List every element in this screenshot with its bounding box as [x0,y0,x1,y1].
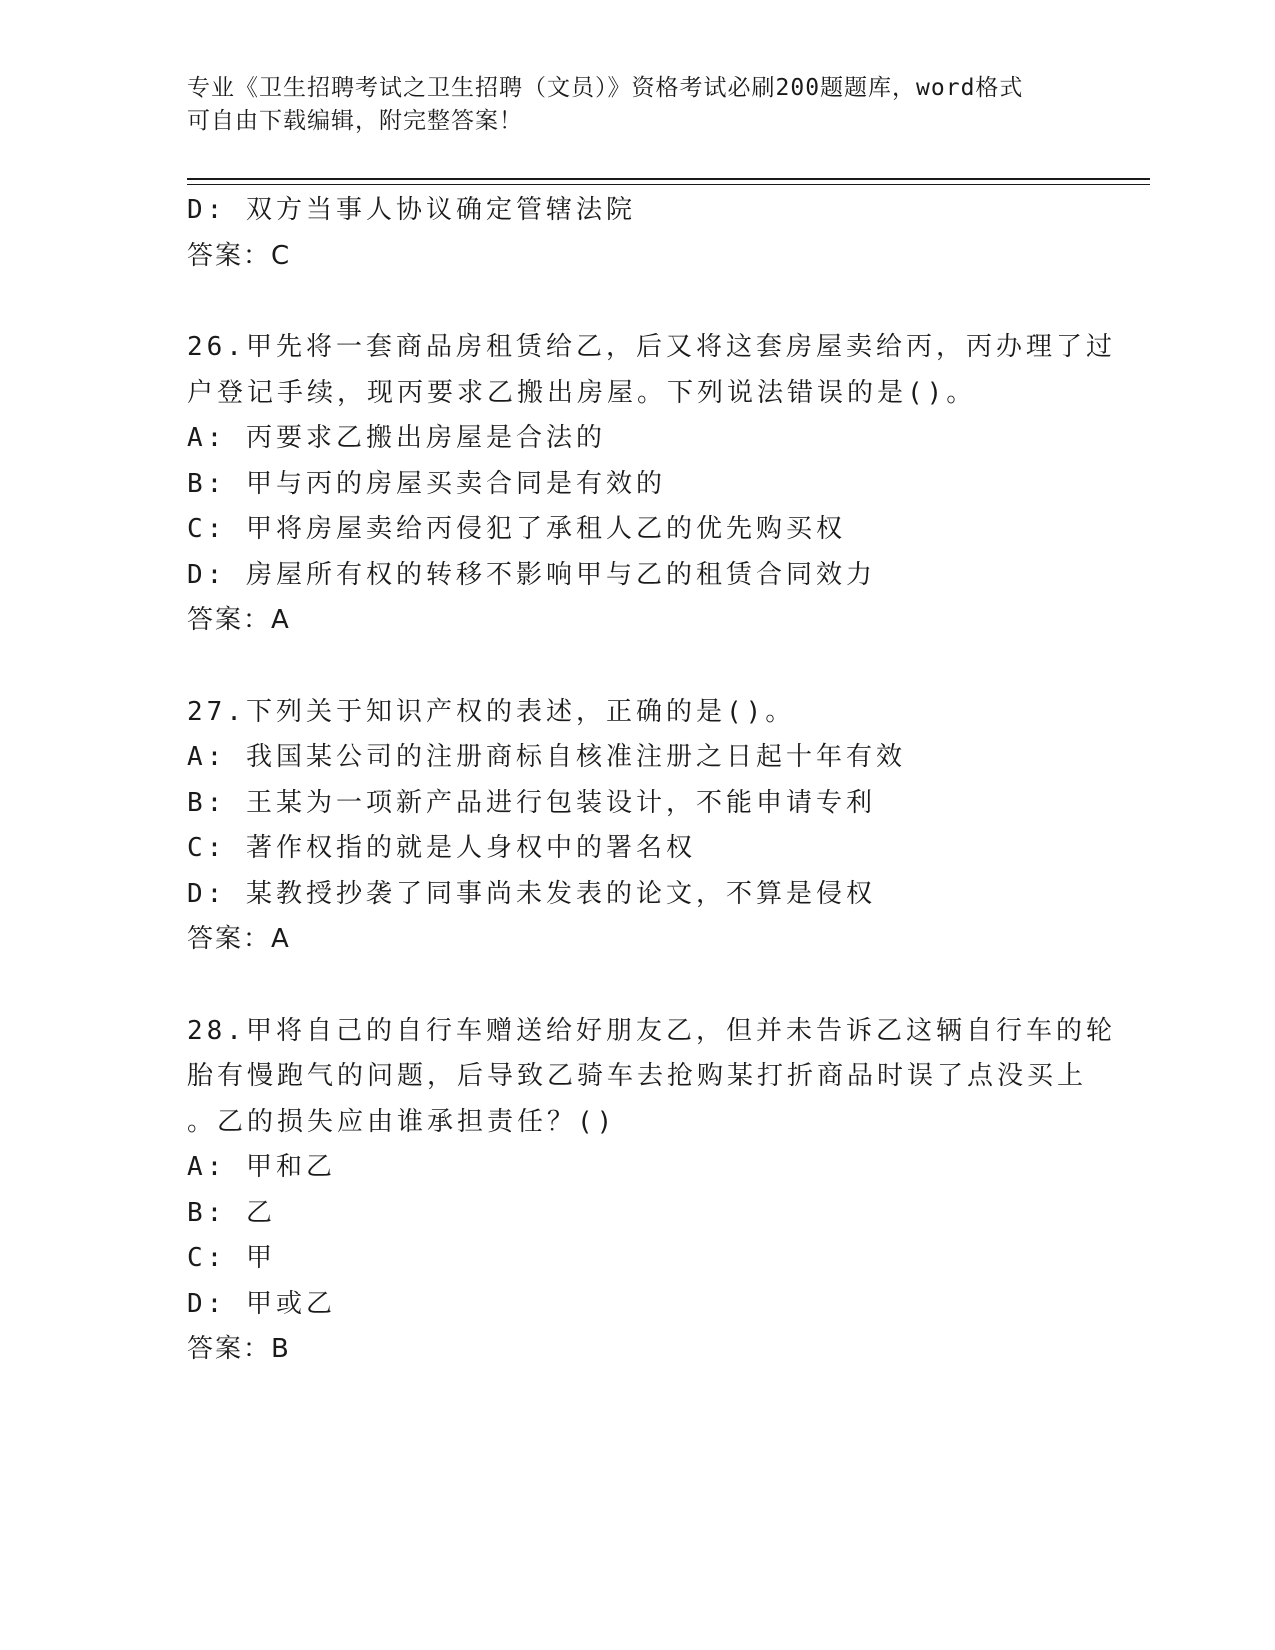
question-text-line: 27.下列关于知识产权的表述，正确的是()。 [187,696,796,727]
option-b: B: 甲与丙的房屋买卖合同是有效的 [187,468,666,499]
option-b: B: 乙 [187,1197,276,1228]
question-text-line: 户登记手续，现丙要求乙搬出房屋。下列说法错误的是()。 [187,377,977,408]
question-28 [187,1009,1116,1373]
spacer [187,644,1087,690]
option-c: C: 甲 [187,1243,276,1273]
question-text-line: 26.甲先将一套商品房租赁给乙，后又将这套房屋卖给丙，丙办理了过 [187,332,1116,362]
question-27 [187,690,1087,963]
option-b: B: 王某为一项新产品进行包装设计，不能申请专利 [187,787,876,818]
question-text-line: 。乙的损失应由谁承担责任？() [187,1106,617,1137]
question-text-line: 28.甲将自己的自行车赠送给好朋友乙，但并未告诉乙这辆自行车的轮 [187,1015,1116,1046]
answer-line: 答案：A [187,924,291,954]
document-body [187,188,1116,1373]
answer-line: 答案：A [187,605,291,635]
option-a: A: 甲和乙 [187,1152,336,1182]
header-line-1: 专业《卫生招聘考试之卫生招聘（文员）》资格考试必刷200题题库，word格式 [187,75,1024,101]
carryover-question [187,188,1087,279]
option-d: D: 某教授抄袭了同事尚未发表的论文，不算是侵权 [187,878,876,909]
answer-line: 答案：C [187,240,292,271]
question-text-line: 胎有慢跑气的问题，后导致乙骑车去抢购某打折商品时误了点没买上 [187,1061,1088,1091]
header-line-2: 可自由下载编辑，附完整答案！ [187,108,523,134]
spacer [187,963,1087,1009]
document-header [187,72,1087,138]
option-d: D: 房屋所有权的转移不影响甲与乙的租赁合同效力 [187,559,876,590]
header-divider-thin [187,184,1150,185]
option-d: D: 甲或乙 [187,1288,336,1319]
option-a: A: 丙要求乙搬出房屋是合法的 [187,423,606,453]
answer-line: 答案：B [187,1334,291,1364]
option-c: C: 甲将房屋卖给丙侵犯了承租人乙的优先购买权 [187,514,846,544]
header-divider-thick [187,178,1150,180]
spacer [187,279,1087,325]
option-c: C: 著作权指的就是人身权中的署名权 [187,833,696,863]
option-a: A: 我国某公司的注册商标自核准注册之日起十年有效 [187,742,906,772]
question-26 [187,325,1116,644]
option-d: D: 双方当事人协议确定管辖法院 [187,195,636,225]
